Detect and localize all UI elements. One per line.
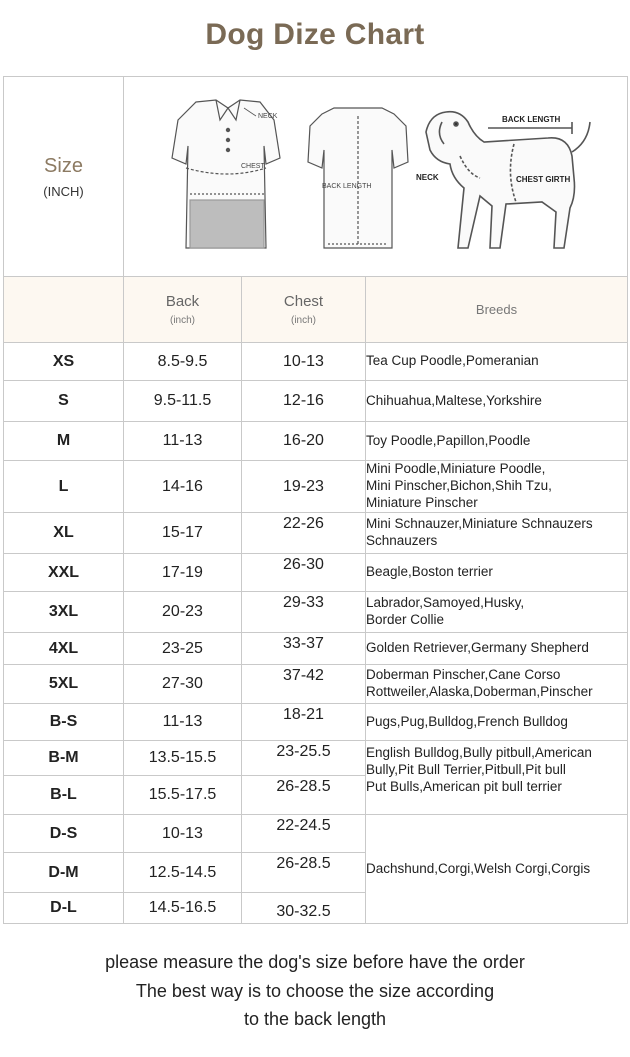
size-cell: 3XL <box>4 592 124 633</box>
breed-line: Mini Poodle,Miniature Poodle, <box>366 461 546 477</box>
back-cell: 10-13 <box>124 815 242 853</box>
chest-cell: 12-16 <box>242 381 366 422</box>
size-cell: 4XL <box>4 633 124 665</box>
breed-line: Doberman Pinscher,Cane Corso <box>366 667 561 683</box>
breed-line: Schnauzers <box>366 533 438 548</box>
size-cell: XS <box>4 343 124 381</box>
breeds-cell <box>366 554 628 592</box>
size-cell: B-M <box>4 741 124 776</box>
size-header-unit: (INCH) <box>43 183 84 199</box>
table-row <box>4 741 628 776</box>
chest-label: CHEST <box>241 162 265 170</box>
breeds-cell-dachshunds <box>366 815 628 924</box>
footer-line-3: to the back length <box>243 1009 387 1029</box>
size-header-label: Size <box>44 154 83 177</box>
breed-line: English Bulldog,Bully pitbull,American <box>366 745 592 760</box>
breeds-cell <box>366 343 628 381</box>
size-chart-table <box>3 76 628 924</box>
breeds-cell <box>366 633 628 665</box>
chart-title: Dog Dize Chart <box>205 18 425 51</box>
back-header-label: Back <box>165 293 200 310</box>
breeds-cell <box>366 513 628 554</box>
back-cell: 11-13 <box>124 422 242 461</box>
size-cell: 5XL <box>4 665 124 704</box>
breed-line: Pugs,Pug,Bulldog,French Bulldog <box>366 713 568 729</box>
size-cell: XL <box>4 513 124 554</box>
chest-cell: 23-25.5 <box>242 741 366 776</box>
dog-back-length-label: BACK LENGTH <box>502 114 561 124</box>
table-row <box>4 461 628 513</box>
breeds-cell <box>366 381 628 422</box>
back-cell: 8.5-9.5 <box>124 343 242 381</box>
breed-line: Golden Retriever,Germany Shepherd <box>366 640 589 656</box>
size-cell: XXL <box>4 554 124 592</box>
back-cell: 20-23 <box>124 592 242 633</box>
breed-line: Bully,Pit Bull Terrier,Pitbull,Pit bull <box>366 761 566 777</box>
breeds-column-header: Breeds <box>366 277 628 343</box>
breeds-cell <box>366 592 628 633</box>
chest-cell: 18-21 <box>242 704 366 741</box>
breeds-cell <box>366 665 628 704</box>
breeds-cell <box>366 461 628 513</box>
chest-cell: 22-24.5 <box>242 815 366 853</box>
chest-cell: 26-30 <box>242 554 366 592</box>
breeds-cell-bulldogs <box>366 741 628 815</box>
footer-line-2: The best way is to choose the size according <box>135 981 495 1001</box>
size-header <box>4 77 124 277</box>
shirt-front-icon <box>172 100 280 248</box>
chest-column-header <box>242 277 366 343</box>
back-cell: 9.5-11.5 <box>124 381 242 422</box>
back-cell: 14.5-16.5 <box>124 893 242 924</box>
size-cell: D-M <box>4 853 124 893</box>
dog-chest-girth-label: CHEST GIRTH <box>516 174 571 184</box>
back-header-unit: (inch) <box>169 315 195 326</box>
chest-cell: 16-20 <box>242 422 366 461</box>
size-cell: L <box>4 461 124 513</box>
chest-cell: 26-28.5 <box>242 776 366 815</box>
empty-header-cell <box>4 277 124 343</box>
breed-line: Put Bulls,American pit bull terrier <box>366 778 562 794</box>
breed-line: Chihuahua,Maltese,Yorkshire <box>366 392 542 408</box>
table-row <box>4 665 628 704</box>
back-cell: 15-17 <box>124 513 242 554</box>
table-row <box>4 381 628 422</box>
breed-line: Mini Schnauzer,Miniature Schnauzers <box>366 516 593 532</box>
neck-label: NECK <box>258 112 278 120</box>
table-row <box>4 704 628 741</box>
back-cell: 27-30 <box>124 665 242 704</box>
breed-line: Rottweiler,Alaska,Doberman,Pinscher <box>366 684 593 699</box>
chest-cell: 19-23 <box>242 461 366 513</box>
chest-cell: 33-37 <box>242 633 366 665</box>
back-cell: 15.5-17.5 <box>124 776 242 815</box>
measurement-illustration <box>124 78 628 276</box>
chest-cell: 10-13 <box>242 343 366 381</box>
breeds-cell <box>366 704 628 741</box>
size-cell: D-L <box>4 893 124 924</box>
breed-line: Toy Poodle,Papillon,Poodle <box>366 432 531 448</box>
table-row <box>4 513 628 554</box>
back-cell: 11-13 <box>124 704 242 741</box>
table-row <box>4 815 628 853</box>
breed-line: Mini Pinscher,Bichon,Shih Tzu, <box>366 478 552 494</box>
breed-line: Tea Cup Poodle,Pomeranian <box>366 353 539 369</box>
back-cell: 13.5-15.5 <box>124 741 242 776</box>
back-cell: 14-16 <box>124 461 242 513</box>
table-row <box>4 633 628 665</box>
chest-cell: 26-28.5 <box>242 853 366 893</box>
table-row <box>4 592 628 633</box>
back-length-label: BACK LENGTH <box>322 182 372 190</box>
diagram-row <box>4 77 628 277</box>
breed-line: Labrador,Samoyed,Husky, <box>366 595 525 611</box>
dog-neck-label: NECK <box>416 172 439 182</box>
breed-line: Dachshund,Corgi,Welsh Corgi,Corgis <box>366 860 591 876</box>
size-cell: B-S <box>4 704 124 741</box>
measurement-diagram <box>124 77 628 277</box>
chest-header-unit: (inch) <box>290 315 316 326</box>
chest-cell: 30-32.5 <box>242 893 366 924</box>
chest-cell: 22-26 <box>242 513 366 554</box>
back-cell: 17-19 <box>124 554 242 592</box>
back-cell: 23-25 <box>124 633 242 665</box>
size-cell: M <box>4 422 124 461</box>
breed-line: Border Collie <box>366 612 445 627</box>
breeds-cell <box>366 422 628 461</box>
back-cell: 12.5-14.5 <box>124 853 242 893</box>
chest-cell: 37-42 <box>242 665 366 704</box>
size-cell: S <box>4 381 124 422</box>
back-column-header <box>124 277 242 343</box>
table-row <box>4 422 628 461</box>
size-cell: D-S <box>4 815 124 853</box>
breed-line: Beagle,Boston terrier <box>366 564 493 580</box>
table-row <box>4 554 628 592</box>
table-row <box>4 343 628 381</box>
shirt-back-icon <box>308 108 408 248</box>
breed-line: Miniature Pinscher <box>366 494 478 510</box>
size-cell: B-L <box>4 776 124 815</box>
footer-line-1: please measure the dog's size before have the order <box>105 952 525 972</box>
chest-cell: 29-33 <box>242 592 366 633</box>
chest-header-label: Chest <box>283 293 324 310</box>
column-header-row <box>4 277 628 343</box>
